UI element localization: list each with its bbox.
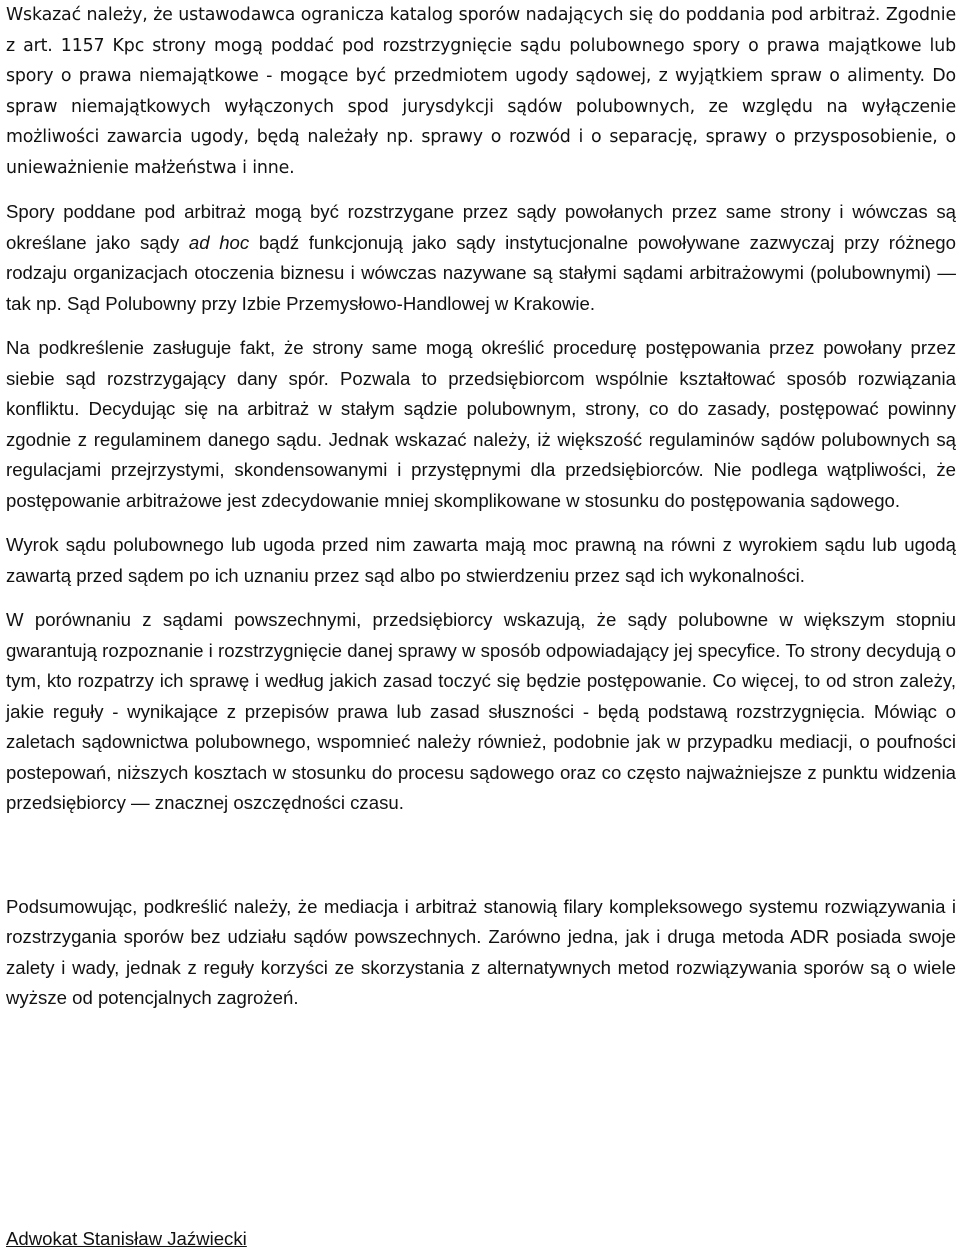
paragraph-text-after: bądź funkcjonują jako sądy instytucjonalne powoływane zazwyczaj przy różnego rodzaju organizacjach otoczenia biznesu i wówczas nazywane są stałymi sądami arbitrażowymi (polubownymi) — tak np. Sąd Polubowny przy Izbie Przemysłowo-Handlowej w Krakowie.	[6, 231, 956, 314]
paragraph-text-before: Spory poddane pod arbitraż mogą być rozstrzygane przez sądy powołanych przez same strony i wówczas są określane jako sądy	[6, 201, 956, 253]
paragraph-comparison: W porównaniu z sądami powszechnymi, przedsiębiorcy wskazują, że sądy polubowne w większym stopniu gwarantują rozpoznanie i rozstrzygnięcie danej sprawy w sposób odpowiadający jej specyfice. To strony decydują o tym, kto rozpatrzy ich sprawę i według jakich zasad toczyć się będzie postępowanie. Co więcej, to od stron zależy, jakie reguły - wynikające z przepisów prawa lub zasad słuszności - będą podstawą rozstrzygnięcia. Mówiąc o zaletach sądownictwa polubownego, wspomnieć należy również, podobnie jak w przypadku mediacji, o poufności postepowań, niższych kosztach w stosunku do procesu sądowego oraz co często najważniejsze z punktu widzenia przedsiębiorcy — znacznej oszczędności czasu.	[6, 609, 956, 813]
paragraph-arbitration-courts	[6, 197, 956, 319]
signature: Adwokat Stanisław Jaźwiecki	[6, 1228, 247, 1249]
document-body	[6, 0, 956, 1014]
paragraph-judgment-force: Wyrok sądu polubownego lub ugoda przed nim zawarta mają moc prawną na równi z wyrokiem sądu lub ugodą zawartą przed sądem po ich uznaniu przez sąd albo po stwierdzeniu przez sąd ich wykonalności.	[6, 534, 956, 586]
paragraph-emphasis: ad hoc	[188, 231, 250, 253]
paragraph-summary: Podsumowując, podkreślić należy, że mediacja i arbitraż stanowią filary kompleksowego systemu rozwiązywania i rozstrzygania sporów bez udziału sądów powszechnych. Zarówno jedna, jak i druga metoda ADR posiada swoje zalety i wady, jednak z reguły korzyści ze skorzystania z alternatywnych metod rozwiązywania sporów są o wiele wyższe od potencjalnych zagrożeń.	[6, 895, 956, 1008]
paragraph-arbitration-scope: Wskazać należy, że ustawodawca ogranicza katalog sporów nadających się do poddania pod arbitraż. Zgodnie z art. 1157 Kpc strony mogą poddać pod rozstrzygnięcie sądu polubownego spory o prawa majątkowe lub spory o prawa niemajątkowe - mogące być przedmiotem ugody sądowej, z wyjątkiem spraw o alimenty. Do spraw niemajątkowych wyłączonych spod jurysdykcji sądów polubownych, ze względu na wyłączenie możliwości zawarcia ugody, będą należały np. sprawy o rozwód i o separację, sprawy o przysposobienie, o unieważnienie małżeństwa i inne.	[6, 5, 956, 178]
paragraph-procedure: Na podkreślenie zasługuje fakt, że strony same mogą określić procedurę postępowania przez powołany przez siebie sąd rozstrzygający dany spór. Pozwala to przedsiębiorcom wspólnie kształtować sposób rozwiązania konfliktu. Decydując się na arbitraż w stałym sądzie polubownym, strony, co do zasady, postępować powinny zgodnie z regulaminem danego sądu. Jednak wskazać należy, iż większość regulaminów sądów polubownych są regulacjami przejrzystymi, skondensowanymi i przystępnymi dla przedsiębiorców. Nie podlega wątpliwości, że postępowanie arbitrażowe jest zdecydowanie mniej skomplikowane w stosunku do postępowania sądowego.	[6, 337, 956, 511]
